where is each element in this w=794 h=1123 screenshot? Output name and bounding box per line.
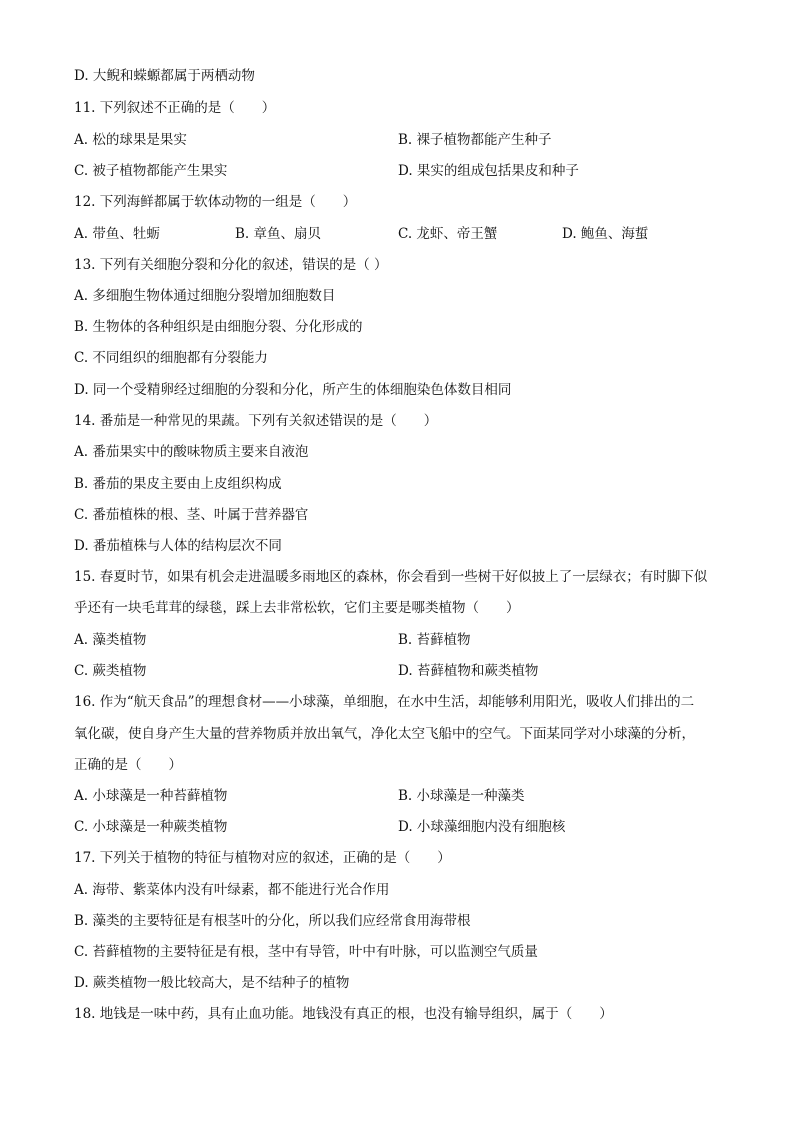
q15-option-b: B. 苔藓植物 [398,632,471,648]
q11-stem: 11. 下列叙述不正确的是（ ） [74,100,276,116]
q16-option-c: C. 小球藻是一种蕨类植物 [74,819,228,835]
q12-option-c: C. 龙虾、帝王蟹 [398,226,498,242]
q15-option-a: A. 藻类植物 [74,632,147,648]
q13-option-c: C. 不同组织的细胞都有分裂能力 [74,350,268,366]
q15-option-d: D. 苔藓植物和蕨类植物 [398,663,539,679]
q14-option-b: B. 番茄的果皮主要由上皮组织构成 [74,476,282,492]
q14-option-d: D. 番茄植株与人体的结构层次不同 [74,538,282,554]
q17-option-d: D. 蕨类植物一般比较高大，是不结种子的植物 [74,975,350,991]
q14-stem: 14. 番茄是一种常见的果蔬。下列有关叙述错误的是（ ） [74,413,438,429]
q14-option-c: C. 番茄植株的根、茎、叶属于营养器官 [74,507,309,523]
q13-option-d: D. 同一个受精卵经过细胞的分裂和分化，所产生的体细胞染色体数目相同 [74,382,512,398]
q13-option-b: B. 生物体的各种组织是由细胞分裂、分化形成的 [74,319,363,335]
q16-option-a: A. 小球藻是一种苔藓植物 [74,788,228,804]
q16-option-b: B. 小球藻是一种藻类 [398,788,525,804]
q17-option-a: A. 海带、紫菜体内没有叶绿素，都不能进行光合作用 [74,882,390,898]
q11-option-d: D. 果实的组成包括果皮和种子 [398,163,579,179]
q12-option-d: D. 鲍鱼、海蜇 [562,226,649,242]
q14-option-a: A. 番茄果实中的酸味物质主要来自液泡 [74,444,309,460]
q17-option-b: B. 藻类的主要特征是有根茎叶的分化，所以我们应经常食用海带根 [74,913,471,929]
q17-stem: 17. 下列关于植物的特征与植物对应的叙述，正确的是（ ） [74,850,451,866]
q10-option-d: D. 大鲵和蝾螈都属于两栖动物 [74,68,255,84]
q15-stem-line-2: 乎还有一块毛茸茸的绿毯，踩上去非常松软，它们主要是哪类植物（ ） [74,600,520,616]
q15-option-c: C. 蕨类植物 [74,663,147,679]
q16-option-d: D. 小球藻细胞内没有细胞核 [398,819,566,835]
q18-stem: 18. 地钱是一味中药，具有止血功能。地钱没有真正的根，也没有输导组织，属于（ ） [74,1006,613,1022]
q12-option-a: A. 带鱼、牡蛎 [74,226,160,242]
q12-stem: 12. 下列海鲜都属于软体动物的一组是（ ） [74,194,357,210]
q17-option-c: C. 苔藓植物的主要特征是有根，茎中有导管，叶中有叶脉，可以监测空气质量 [74,944,538,960]
q11-option-a: A. 松的球果是果实 [74,132,187,148]
q12-option-b: B. 章鱼、扇贝 [235,226,322,242]
q11-option-b: B. 裸子植物都能产生种子 [398,132,552,148]
q16-stem-line-1: 16. 作为“航天食品”的理想食材——小球藻，单细胞，在水中生活，却能够利用阳光，吸收人们排出的二 [74,694,695,710]
q15-stem-line-1: 15. 春夏时节，如果有机会走进温暖多雨地区的森林，你会看到一些树干好似披上了一层绿衣；有时脚下似 [74,569,708,585]
q16-stem-line-3: 正确的是（ ） [74,757,182,773]
q11-option-c: C. 被子植物都能产生果实 [74,163,228,179]
q13-option-a: A. 多细胞生物体通过细胞分裂增加细胞数目 [74,288,336,304]
q16-stem-line-2: 氧化碳，使自身产生大量的营养物质并放出氧气，净化太空飞船中的空气。下面某同学对小球藻的分析， [74,726,695,742]
q13-stem: 13. 下列有关细胞分裂和分化的叙述，错误的是（ ） [74,257,388,273]
